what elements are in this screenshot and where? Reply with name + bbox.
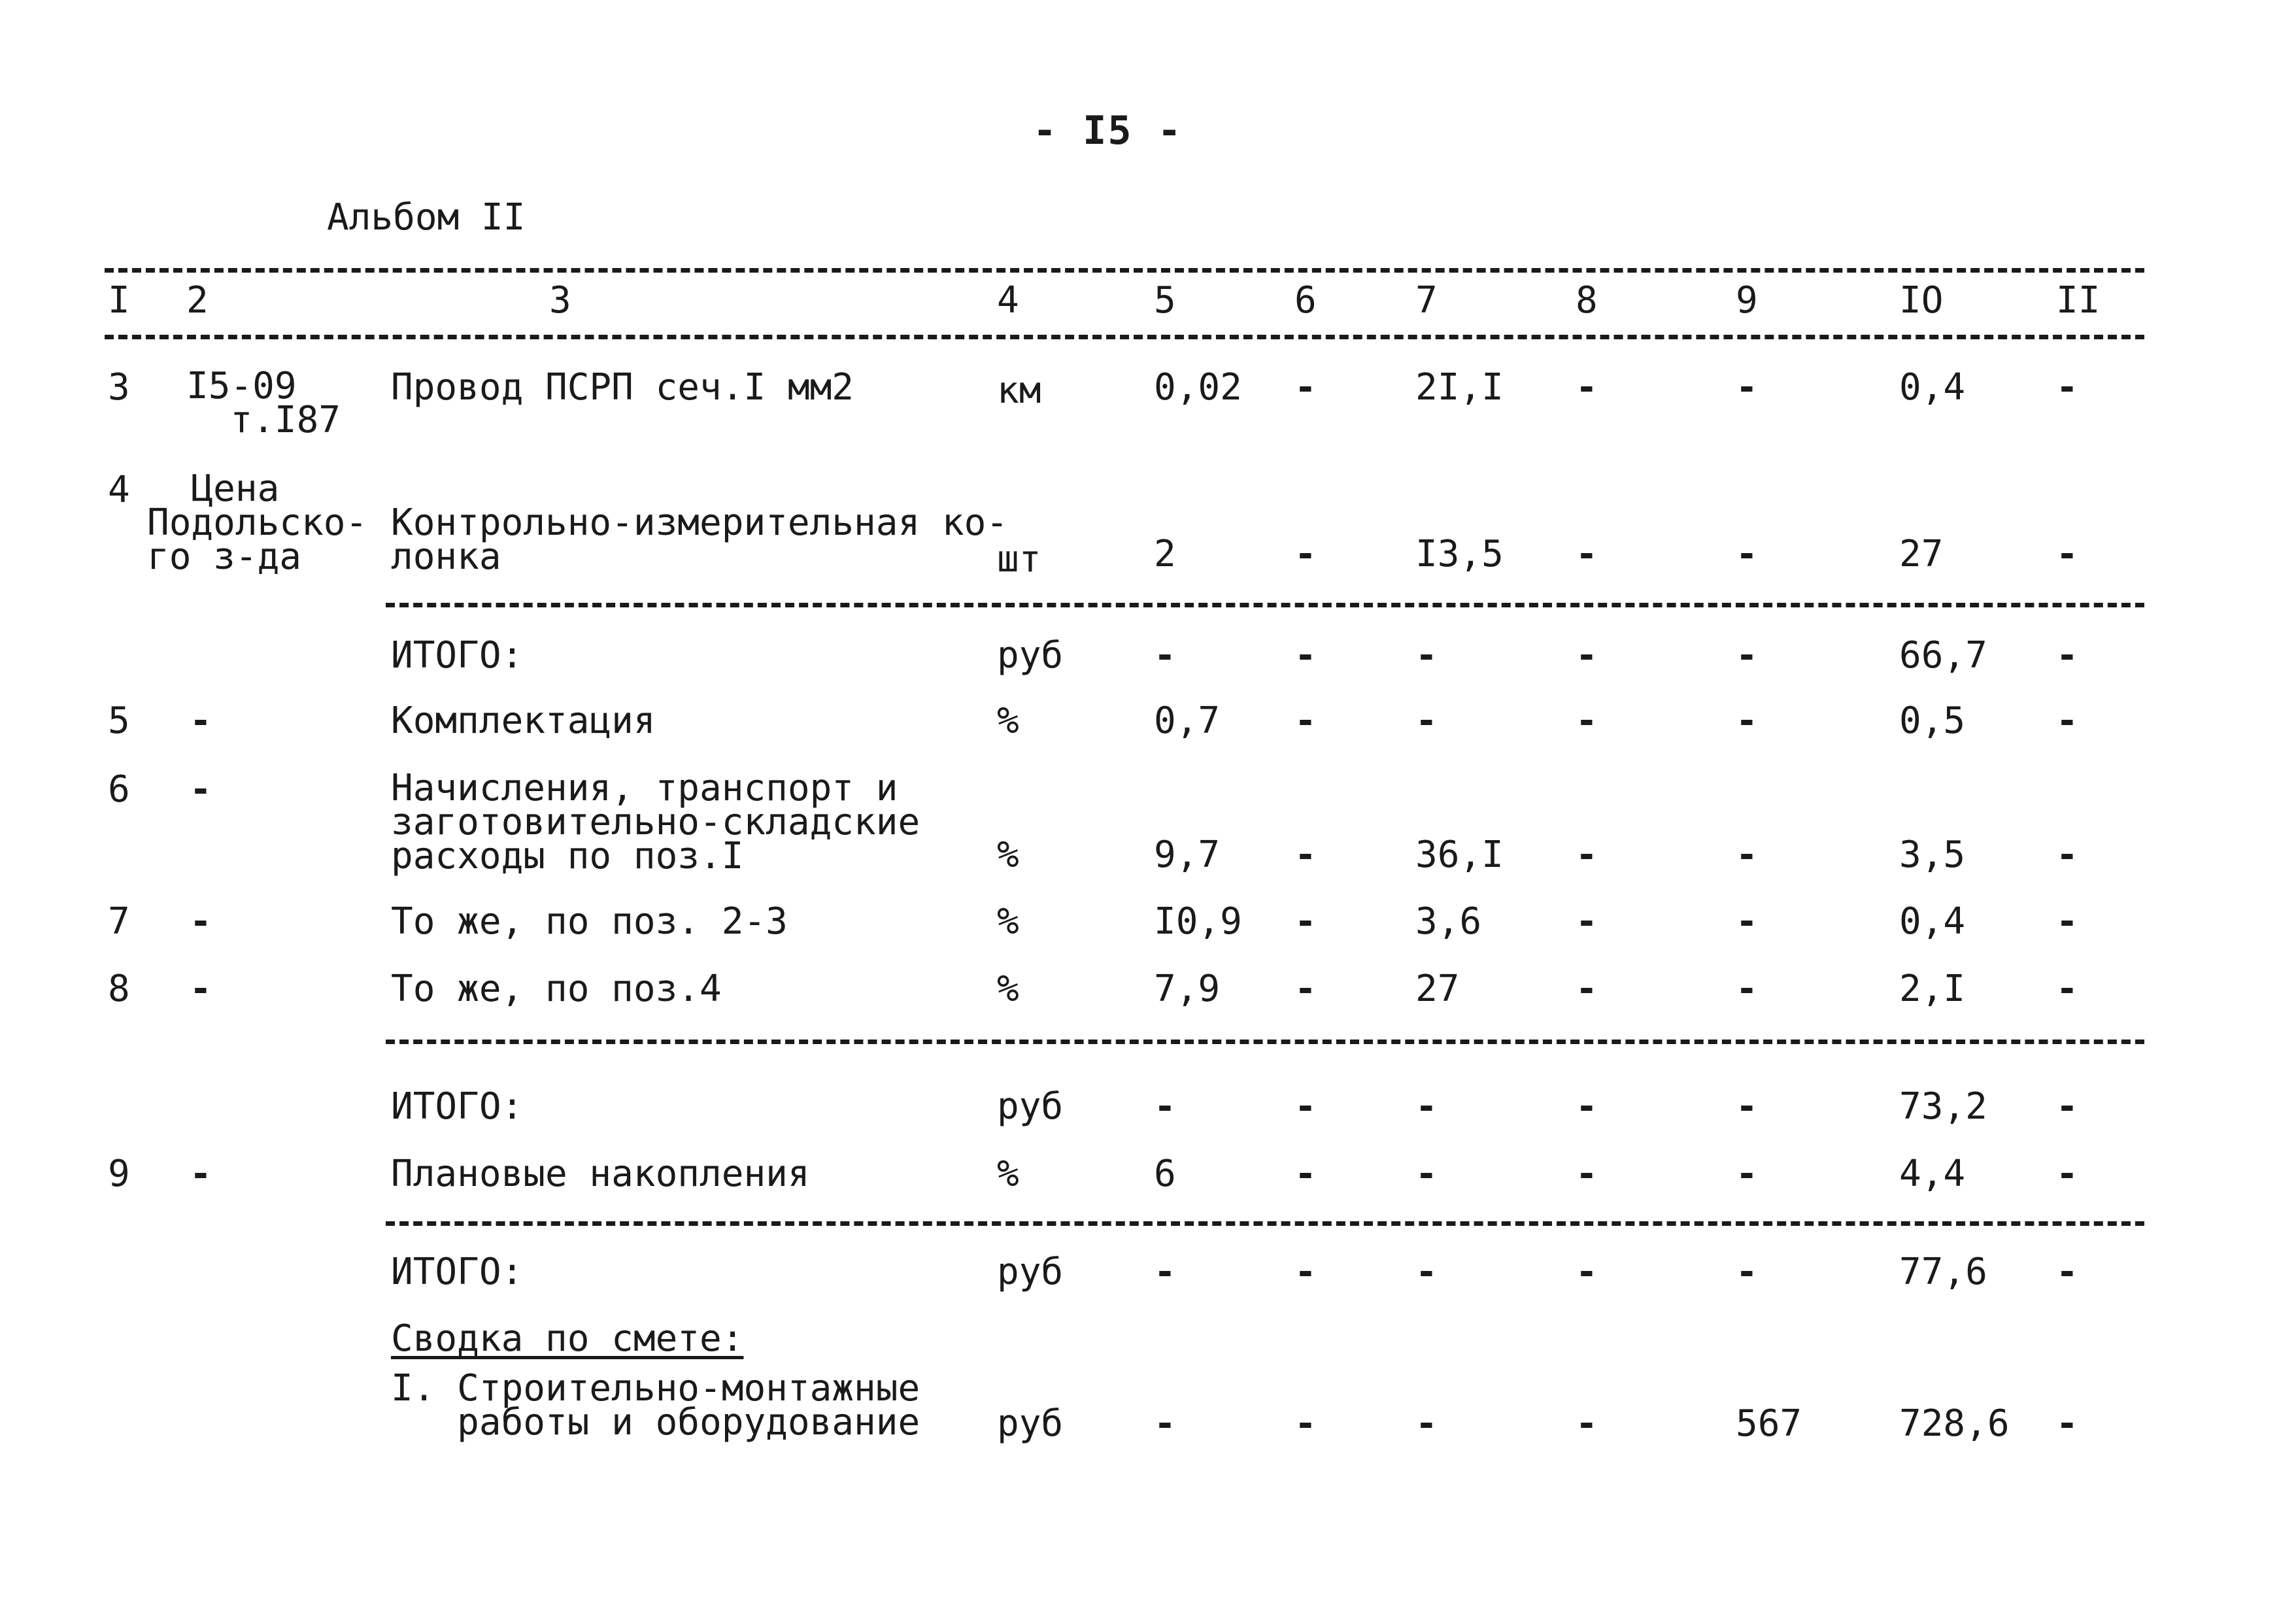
summary-unit: руб [997,1402,1064,1445]
row-col-10: 27 [1899,533,1944,575]
header-col-3: 3 [549,279,571,322]
row-col-9: - [1736,700,1758,742]
row-col-10: 0,4 [1899,900,1966,943]
row-col-11: - [2056,700,2078,742]
row-col-5: 6 [1154,1153,1176,1195]
row-unit: % [997,1153,1019,1195]
row-description: ИТОГО: [391,634,524,677]
row-col-8: - [1576,1251,1598,1293]
row-reference: - [190,968,212,1010]
row-col-10: 3,5 [1899,834,1966,876]
row-col-9: - [1736,1085,1758,1128]
row-col-5: I0,9 [1154,900,1242,943]
header-col-8: 8 [1576,279,1598,322]
row-reference: - [190,768,212,811]
summary-col-8: - [1576,1402,1598,1445]
row-description: Начисления, транспорт и заготовительно-складские расходы по поз.I [391,767,920,877]
row-position-number: 6 [108,768,130,811]
row-unit: % [997,900,1019,943]
row-col-11: - [2056,834,2078,876]
row-col-6: - [1294,900,1317,943]
row-col-9: - [1736,900,1758,943]
row-col-8: - [1576,1153,1598,1195]
row-col-7: - [1415,1153,1438,1195]
row-col-9: - [1736,1153,1758,1195]
row-position-number: 7 [108,900,130,943]
row-col-8: - [1576,834,1598,876]
row-col-7: I3,5 [1415,533,1504,575]
header-col-5: 5 [1154,279,1176,322]
row-col-5: 7,9 [1154,968,1221,1010]
row-col-7: - [1415,1251,1438,1293]
row-col-10: 77,6 [1899,1251,1987,1293]
header-col-1: I [108,279,130,322]
page-number: - I5 - [1033,108,1183,154]
row-col-8: - [1576,366,1598,409]
row-col-9: - [1736,366,1758,409]
row-col-11: - [2056,1251,2078,1293]
row-col-8: - [1576,634,1598,677]
rule-subtotal-2 [386,1040,2144,1044]
row-col-9: - [1736,834,1758,876]
row-col-5: - [1154,1085,1176,1128]
row-col-9: - [1736,533,1758,575]
row-reference: - [190,1153,212,1195]
row-reference: - [190,900,212,943]
row-col-11: - [2056,900,2078,943]
row-col-11: - [2056,1085,2078,1128]
summary-col-7: - [1415,1402,1438,1445]
header-col-11: II [2056,279,2101,322]
row-col-9: - [1736,968,1758,1010]
row-col-11: - [2056,533,2078,575]
rule-subtotal-3 [386,1221,2144,1226]
row-col-5: 0,02 [1154,366,1242,409]
row-col-7: - [1415,634,1438,677]
row-col-7: - [1415,700,1438,742]
row-col-5: - [1154,1251,1176,1293]
row-col-7: 36,I [1415,834,1504,876]
row-reference: I5-09 т.I87 [186,365,341,441]
row-col-6: - [1294,1153,1317,1195]
row-col-5: 9,7 [1154,834,1221,876]
row-col-6: - [1294,533,1317,575]
row-description: Контрольно-измерительная ко- лонка [391,501,1009,578]
row-col-5: 0,7 [1154,700,1221,742]
row-unit: % [997,968,1019,1010]
rule-under-header [105,335,2144,339]
row-col-11: - [2056,1153,2078,1195]
row-reference: - [190,700,212,742]
row-col-9: - [1736,634,1758,677]
row-col-5: - [1154,634,1176,677]
row-col-10: 2,I [1899,968,1966,1010]
row-col-8: - [1576,533,1598,575]
row-col-6: - [1294,1085,1317,1128]
row-position-number: 8 [108,968,130,1010]
row-unit: км [997,369,1041,412]
header-col-10: IO [1899,279,1944,322]
row-col-10: 73,2 [1899,1085,1987,1128]
row-unit: руб [997,634,1064,677]
row-description: То же, по поз.4 [391,968,722,1010]
row-description: Комплектация [391,700,656,742]
row-unit: руб [997,1085,1064,1128]
row-col-10: 4,4 [1899,1153,1966,1195]
row-unit: руб [997,1251,1064,1293]
album-label: Альбом II [327,196,526,239]
row-col-8: - [1576,1085,1598,1128]
summary-item: I. Строительно-монтажные работы и оборудование [391,1367,920,1444]
row-col-10: 0,4 [1899,366,1966,409]
row-col-7: 3,6 [1415,900,1482,943]
summary-col-11: - [2056,1402,2078,1445]
row-col-10: 66,7 [1899,634,1987,677]
row-col-8: - [1576,700,1598,742]
row-description: Провод ПСРП сеч.I мм2 [391,366,854,409]
header-col-2: 2 [186,279,209,322]
row-col-11: - [2056,634,2078,677]
row-col-6: - [1294,1251,1317,1293]
row-position-number: 4 [108,469,130,511]
row-description: ИТОГО: [391,1085,524,1128]
row-col-6: - [1294,634,1317,677]
row-position-number: 3 [108,366,130,409]
row-col-6: - [1294,366,1317,409]
row-col-7: 27 [1415,968,1460,1010]
row-position-number: 9 [108,1153,130,1195]
row-reference: Цена Подольско- го з-да [147,467,368,578]
row-position-number: 5 [108,700,130,742]
rule-top [105,268,2144,273]
row-col-11: - [2056,968,2078,1010]
header-col-4: 4 [997,279,1019,322]
header-col-7: 7 [1415,279,1438,322]
row-col-6: - [1294,968,1317,1010]
row-col-8: - [1576,900,1598,943]
row-description: То же, по поз. 2-3 [391,900,788,943]
row-col-5: 2 [1154,533,1176,575]
row-col-11: - [2056,366,2078,409]
row-col-9: - [1736,1251,1758,1293]
row-unit: шт [997,538,1041,581]
row-description: ИТОГО: [391,1251,524,1293]
summary-heading: Сводка по смете: [391,1317,744,1360]
header-col-9: 9 [1736,279,1758,322]
summary-col-10: 728,6 [1899,1402,2010,1445]
header-col-6: 6 [1294,279,1317,322]
row-unit: % [997,834,1019,876]
row-description: Плановые накопления [391,1153,810,1195]
summary-col-9: 567 [1736,1402,1802,1445]
row-col-7: - [1415,1085,1438,1128]
summary-col-5: - [1154,1402,1176,1445]
row-col-7: 2I,I [1415,366,1504,409]
row-unit: % [997,700,1019,742]
row-col-8: - [1576,968,1598,1010]
row-col-6: - [1294,834,1317,876]
summary-col-6: - [1294,1402,1317,1445]
row-col-6: - [1294,700,1317,742]
rule-subtotal-1 [386,603,2144,607]
row-col-10: 0,5 [1899,700,1966,742]
